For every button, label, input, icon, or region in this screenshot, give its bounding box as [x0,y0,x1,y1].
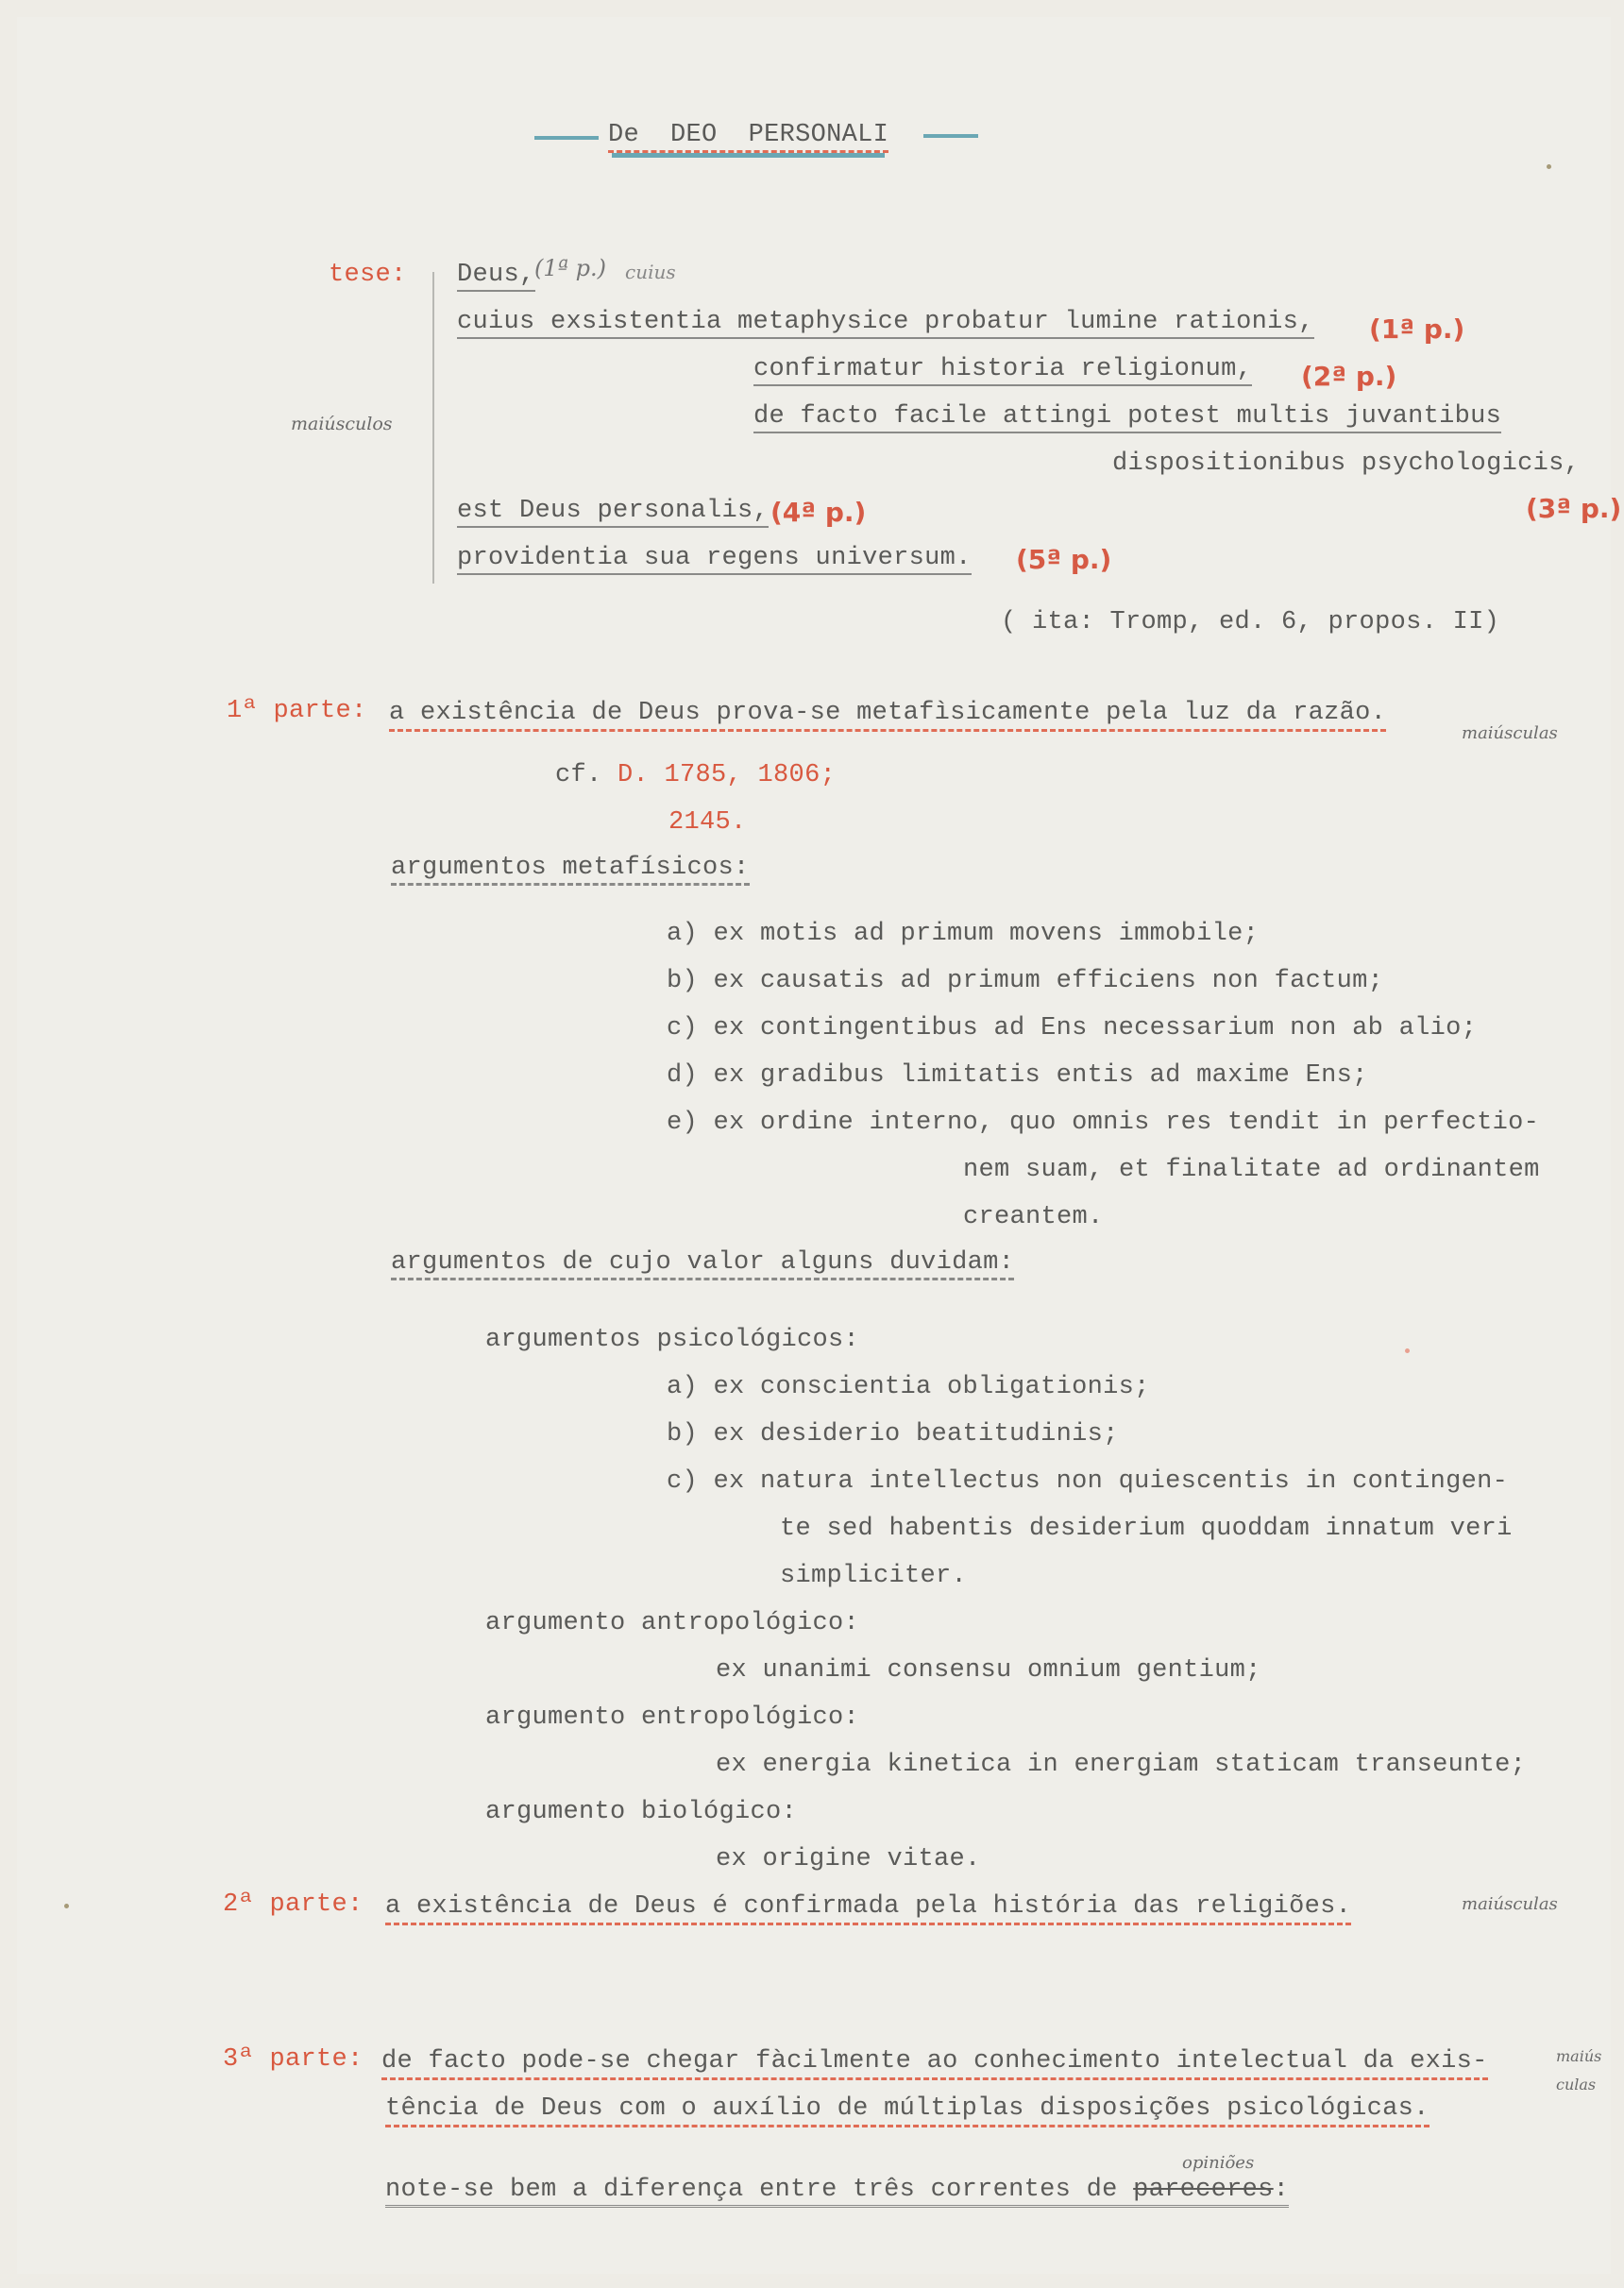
parte1-cf: cf. D. 1785, 1806; [555,761,837,789]
parte1-cf-cont: 2145. [668,808,747,837]
tese-line-3: confirmatur historia religionum, [753,353,1252,385]
metaf-item-a: a) ex motis ad primum movens immobile; [667,920,1260,948]
tese-line-7-note: (5ª p.) [1016,544,1112,575]
margin-note-maiusculos: maiúsculos [291,414,393,434]
paper-speck [1547,164,1551,169]
entro-heading: argumento entropológico: [485,1703,860,1732]
psico-item-c: c) ex natura intellectus non quiescentis in contingen- [667,1467,1509,1496]
metaf-item-e-cont1: nem suam, et finalitate ad ordinantem [963,1156,1540,1184]
bio-item: ex origine vitae. [716,1845,981,1873]
title-right-rule [923,134,978,138]
parte1-label: 1ª parte: [227,697,367,725]
parte2-label: 2ª parte: [223,1890,364,1919]
psico-item-c-cont2: simpliciter. [780,1562,968,1590]
note-handwritten-correction: opiniões [1182,2153,1255,2173]
parte3-line-1: de facto pode-se chegar fàcilmente ao conhecimento intelectual da exis- [381,2045,1488,2077]
tese-line-7: providentia sua regens universum. [457,542,972,574]
metaf-item-e-cont2: creantem. [963,1203,1104,1231]
page-title: De DEO PERSONALI [608,119,888,151]
parte3-margin-note-1: maiús [1556,2047,1602,2065]
metaf-item-e: e) ex ordine interno, quo omnis res tendit in perfectio- [667,1109,1540,1137]
parte3-label: 3ª parte: [223,2045,364,2074]
psico-item-b: b) ex desiderio beatitudinis; [667,1420,1119,1449]
tese-reference: ( ita: Tromp, ed. 6, propos. II) [1001,608,1500,636]
parte2-margin-note: maiúsculas [1462,1894,1558,1914]
tese-brace [432,272,434,584]
dubious-heading: argumentos de cujo valor alguns duvidam: [391,1246,1014,1279]
document-page [17,17,1622,2274]
parte3-margin-note-2: culas [1556,2076,1597,2093]
psico-item-a: a) ex conscientia obligationis; [667,1373,1150,1401]
parte2-heading: a existência de Deus é confirmada pela história das religiões. [385,1890,1351,1923]
paper-speck [64,1904,69,1908]
tese-line-1-handwriting: cuius [625,261,676,283]
tese-line-6: est Deus personalis, [457,495,769,527]
entro-item: ex energia kinetica in energiam staticam transeunte; [716,1751,1527,1779]
antro-heading: argumento antropológico: [485,1609,860,1637]
tese-line-2-note: (1ª p.) [1369,314,1465,345]
paper-speck [1405,1348,1410,1353]
parte3-line-2: tência de Deus com o auxílio de múltiplas disposições psicológicas. [385,2093,1429,2125]
tese-line-6-note: (4ª p.) [770,497,867,528]
tese-label: tese: [329,261,407,289]
metaf-heading: argumentos metafísicos: [391,852,750,884]
psico-heading: argumentos psicológicos: [485,1326,860,1354]
antro-item: ex unanimi consensu omnium gentium; [716,1656,1261,1685]
title-left-rule [534,136,599,140]
metaf-item-d: d) ex gradibus limitatis entis ad maxime Ens; [667,1061,1368,1090]
tese-line-1: Deus, [457,259,535,291]
tese-line-2: cuius exsistentia metaphysice probatur lumine rationis, [457,306,1314,338]
note-line: note-se bem a diferença entre três correntes de pareceres: [385,2174,1289,2206]
metaf-item-b: b) ex causatis ad primum efficiens non factum; [667,967,1384,995]
tese-line-5: dispositionibus psychologicis, [1112,449,1581,478]
metaf-item-c: c) ex contingentibus ad Ens necessarium non ab alio; [667,1014,1478,1042]
bio-heading: argumento biológico: [485,1798,798,1826]
tese-line-3-note: (2ª p.) [1301,361,1397,392]
parte1-margin-note: maiúsculas [1462,723,1558,743]
tese-line-1-note: (1ª p.) [534,255,607,281]
parte1-heading: a existência de Deus prova-se metafìsicamente pela luz da razão. [389,697,1386,729]
psico-item-c-cont1: te sed habentis desiderium quoddam innatum veri [780,1515,1513,1543]
tese-line-4: de facto facile attingi potest multis juvantibus [753,400,1501,432]
tese-line-5-note: (3ª p.) [1526,493,1622,524]
